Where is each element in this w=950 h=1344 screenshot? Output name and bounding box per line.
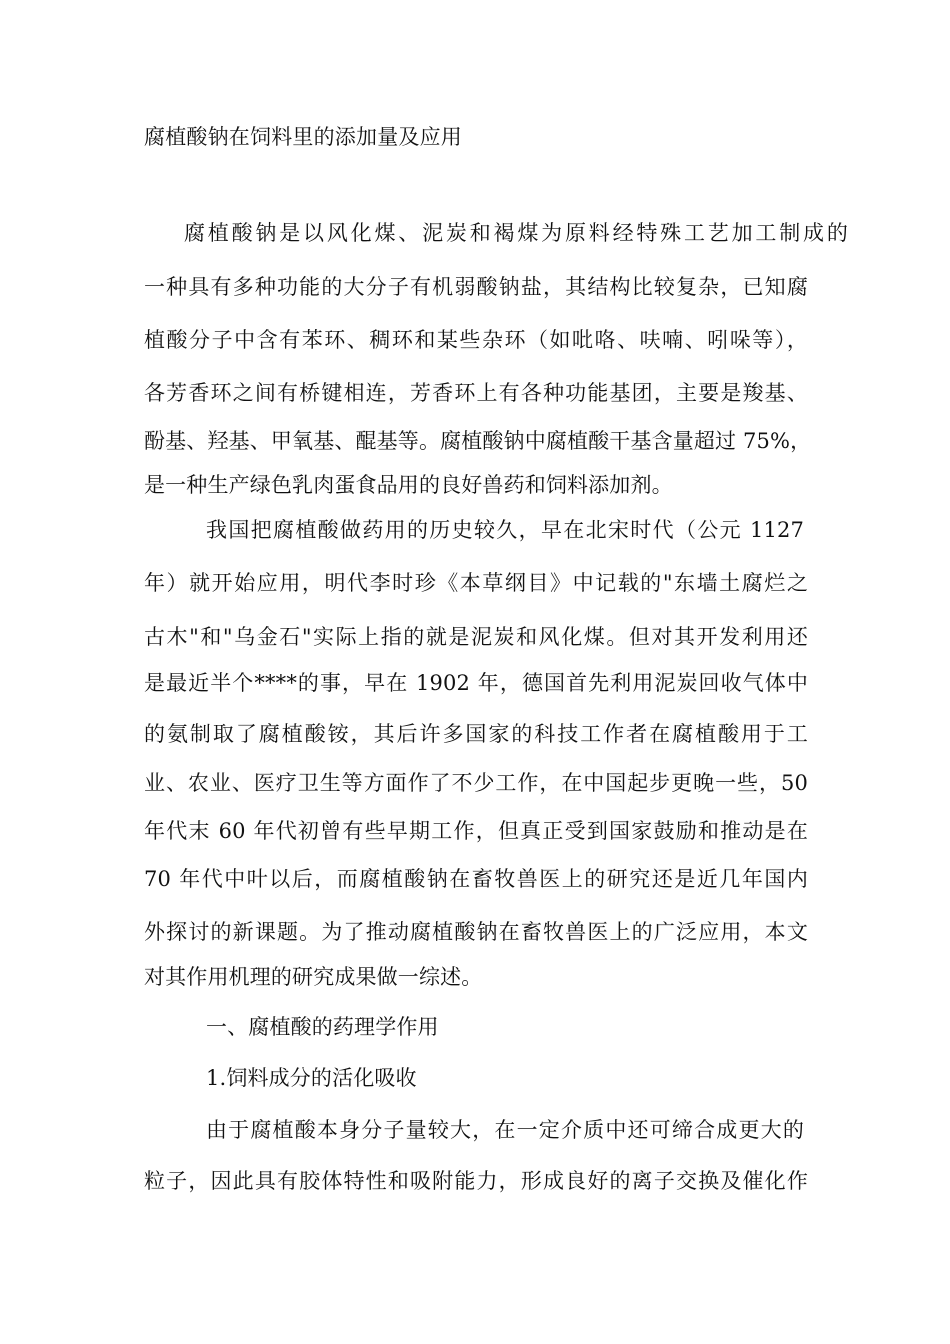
paragraph-line: 对其作用机理的研究成果做一综述。 (144, 965, 483, 989)
paragraph-line: 粒子，因此具有胶体特性和吸附能力，形成良好的离子交换及催化作 (144, 1169, 808, 1193)
paragraph-line: 酚基、羟基、甲氧基、醌基等。腐植酸钠中腐植酸干基含量超过 75%， (144, 429, 812, 453)
section-heading: 一、腐植酸的药理学作用 (206, 1015, 439, 1039)
paragraph-line: 业、农业、医疗卫生等方面作了不少工作，在中国起步更晚一些，50 (144, 771, 808, 795)
paragraph-line: 外探讨的新课题。为了推动腐植酸钠在畜牧兽医上的广泛应用，本文 (144, 920, 808, 944)
paragraph-line: 一种具有多种功能的大分子有机弱酸钠盐，其结构比较复杂，已知腐 (144, 275, 808, 299)
subsection-heading: 1.饲料成分的活化吸收 (206, 1066, 417, 1090)
paragraph-line: 是最近半个****的事，早在 1902 年，德国首先利用泥炭回收气体中 (144, 671, 808, 695)
paragraph-line: 古木"和"乌金石"实际上指的就是泥炭和风化煤。但对其开发利用还 (144, 625, 808, 649)
paragraph-line: 腐植酸钠是以风化煤、泥炭和褐煤为原料经特殊工艺加工制成的 (184, 221, 848, 245)
paragraph-line: 的氨制取了腐植酸铵，其后许多国家的科技工作者在腐植酸用于工 (144, 722, 808, 746)
paragraph-line: 年代末 60 年代初曾有些早期工作，但真正受到国家鼓励和推动是在 (144, 819, 808, 843)
paragraph-line: 各芳香环之间有桥键相连，芳香环上有各种功能基团，主要是羧基、 (144, 381, 808, 405)
paragraph-line: 是一种生产绿色乳肉蛋食品用的良好兽药和饲料添加剂。 (144, 473, 673, 497)
paragraph-line: 年）就开始应用，明代李时珍《本草纲目》中记载的"东墙土腐烂之 (144, 571, 808, 595)
paragraph-line: 植酸分子中含有苯环、稠环和某些杂环（如吡咯、呋喃、吲哚等）， (144, 328, 808, 352)
document-title: 腐植酸钠在饲料里的添加量及应用 (144, 125, 462, 149)
paragraph-line: 由于腐植酸本身分子量较大，在一定介质中还可缔合成更大的 (206, 1118, 804, 1142)
paragraph-line: 我国把腐植酸做药用的历史较久，早在北宋时代（公元 1127 (206, 518, 804, 542)
paragraph-line: 70 年代中叶以后，而腐植酸钠在畜牧兽医上的研究还是近几年国内 (144, 867, 808, 891)
